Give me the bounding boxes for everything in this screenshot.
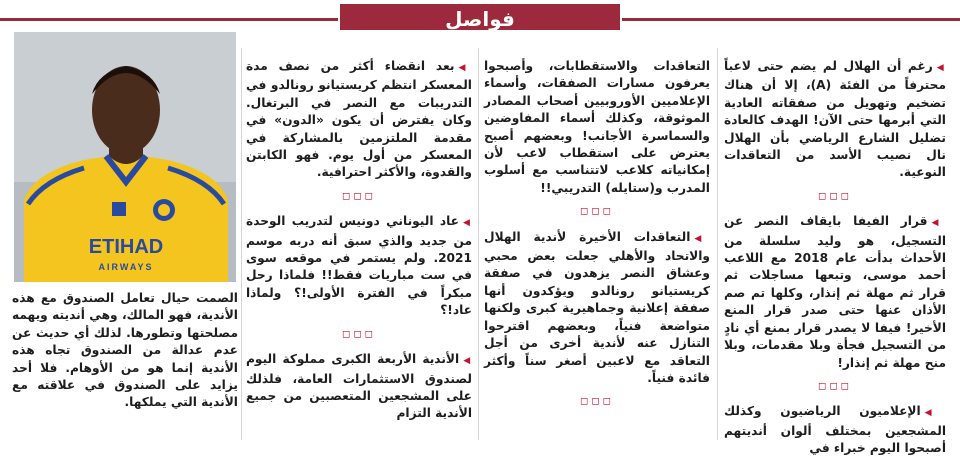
player-illustration xyxy=(14,32,236,282)
bullet-icon: ◀ xyxy=(931,218,946,229)
column-divider xyxy=(717,48,718,440)
bullet-icon: ◀ xyxy=(936,63,946,73)
column-divider xyxy=(478,48,479,440)
paragraph: ◀عاد اليوناني دونيس لتدريب الوحدة من جديد والذي سبق أنه دربه موسم 2021. ولم يستمر في موقعه سوى في ست مباريات فقط!! فلماذا رحل مبكراً في الفترة الأولى!؟ ولماذا عاد!؟ xyxy=(246,214,473,318)
photo-caption: الصمت حيال تعامل الصندوق مع هذه الأندية، فهو المالك، وهي أنديته ويهمه مصلحتها وتطورها. لذلك أي حديث عن عدم عدالة من الصندوق تجاه هذه الأندية إنما هو من الأوهام. فلا أحد يزايد على الصندوق في علاقته مع الأندية التي يملكها. xyxy=(12,291,238,410)
kit-brand-logo xyxy=(112,202,126,216)
bullet-icon: ◀ xyxy=(924,408,947,419)
separator: ◻◻◻ xyxy=(342,190,376,202)
paragraph: ◀الأندية الأربعة الكبرى مملوكة اليوم لصندوق الاستثمارات العامة، فلذلك على المشجعين المتعصبين من جميع الأندية التزام xyxy=(246,352,473,421)
bullet-icon: ◀ xyxy=(694,233,711,244)
section-title: فواصل xyxy=(338,2,622,32)
bullet-icon: ◀ xyxy=(458,63,472,73)
paragraph: التعاقدات والاستقطابات، وأصبحوا يعرفون مسارات الصفقات، وأسماء الإعلاميين الأوروبيين أصحاب المصادر الموثوقة، وكذلك أسماء المفاوضين والسماسرة الأجانب! وبعضهم أصبح يعترض على استقطاب لاعب لأن إمكانياته كلاعب لاتتناسب مع أسلوب المدرب و(ستايله) التدريبي!! xyxy=(484,59,710,195)
club-crest-inner xyxy=(158,204,170,216)
paragraph: ◀التعاقدات الأخيرة لأندية الهلال والاتحاد والأهلي جعلت بعض محبي وعشاق النصر يزهدون في صفقة كريستيانو رونالدو ويؤكدون أنها صفقة إعلانية وجماهيرية كبرى ولكنها متواضعة فنياً، وبعضهم اقترحوا التنازل عنه لأندية أخرى من أجل التعاقد مع لاعبين أصغر سناً وأكثر فائدة فنياً. xyxy=(484,229,711,385)
paragraph: ◀قرار الفيفا بايقاف النصر عن التسجيل، هو وليد سلسلة من الأحداث بدأت عام 2018 مع اللاعب أحمد موسى، وتبعها مساجلات ثم قرار ثم مهلة ثم إنذار، وكلها تم صم الأذان عنها حتى صدر قرار المنع الأخير! فيفا لا يصدر قرار بمنع أي نادٍ من التسجيل فجأة وبلا مقدمات، وبلا منح مهلة ثم إنذار! xyxy=(724,214,947,370)
separator: ◻◻◻ xyxy=(818,380,852,392)
separator: ◻◻◻ xyxy=(818,190,852,202)
sponsor-subtext: AIRWAYS xyxy=(98,262,154,272)
separator: ◻◻◻ xyxy=(580,396,614,408)
separator: ◻◻◻ xyxy=(580,206,614,218)
column-3 xyxy=(246,58,472,429)
player-photo xyxy=(14,32,236,282)
column-2 xyxy=(484,58,710,419)
paragraph: ◀بعد انقضاء أكثر من نصف مدة المعسكر انتظم كريستيانو رونالدو في التدريبات مع النصر في البرتغال. وكان يفترض أن يكون «الدون» في مقدمة الملتزمين بالمشاركة في المعسكر من أول يوم. فهو الكابتن والقدوة، والأكثر احترافية. xyxy=(246,59,472,180)
paragraph: ◀الإعلاميون الرياضيون وكذلك المشجعين بمختلف ألوان أنديتهم أصبحوا اليوم خبراء في xyxy=(724,404,947,456)
sponsor-text: ETIHAD xyxy=(88,236,164,258)
bullet-icon: ◀ xyxy=(463,218,473,229)
paragraph: ◀رغم أن الهلال لم يضم حتى لاعباً محترفاً من الفئة (A)، إلا أن هناك تضخيم وتهويل من صفقاته العادية التي أبرمها حتى الآن! الهدف كالعادة تضليل الشارع الرياضي بأن الهلال نال نصيب الأسد من التعاقدات النوعية. xyxy=(724,59,946,180)
bullet-icon: ◀ xyxy=(463,356,473,367)
separator: ◻◻◻ xyxy=(342,328,376,340)
column-divider xyxy=(241,48,242,440)
column-1 xyxy=(724,58,946,464)
